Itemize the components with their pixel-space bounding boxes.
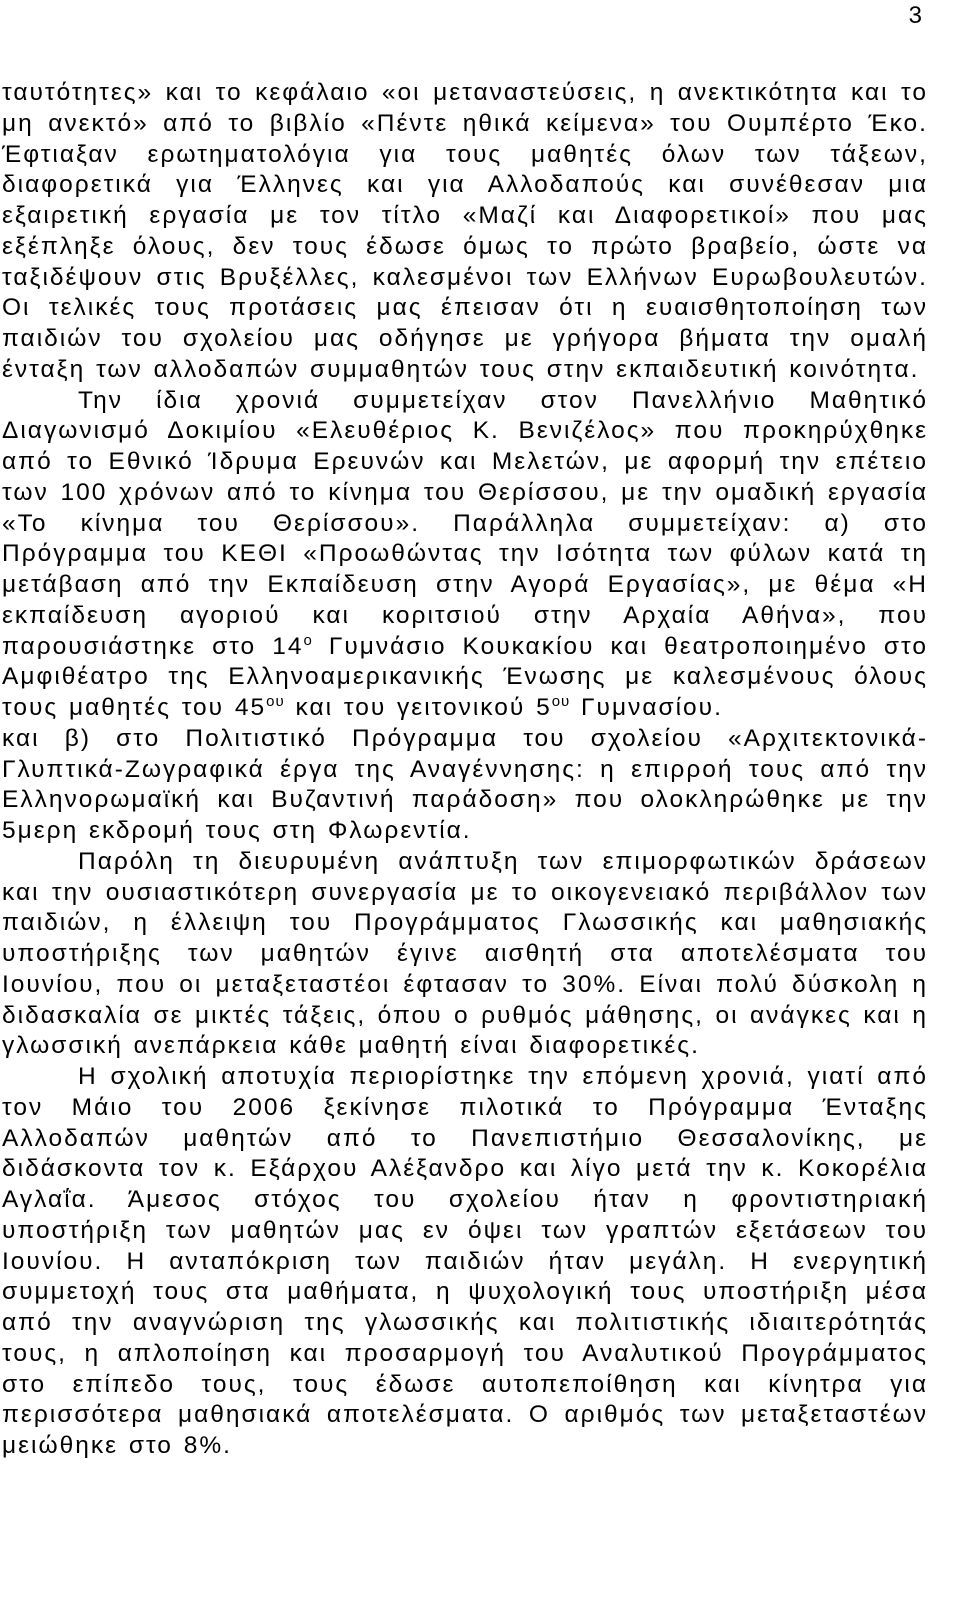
paragraph-text: Η σχολική αποτυχία περιορίστηκε την επόμενη χρονιά, γιατί από τον Μάιο του 2006 ξεκίνησε πιλοτικά το Πρόγραμμα Ένταξης Αλλοδαπών μαθητών από το Πανεπιστήμιο Θεσσαλονίκης, με διδάσκοντα τον κ. Εξάρχου Αλέξανδρο και λίγο μετά την κ. Κοκορέλια Αγλαΐα. Άμεσος στόχος του σχολείου ήταν η φροντιστηριακή υποστήριξη των μαθητών μας εν όψει των γραπτών εξετάσεων του Ιουνίου. Η ανταπόκριση των παιδιών ήταν μεγάλη. Η ενεργητική συμμετοχή τους στα μαθήματα, η ψυχολογική τους υποστήριξη μέσα από την αναγνώριση της γλωσσικής και πολιτιστικής ιδιαιτερότητάς τους, η απλοποίηση και προσαρμογή του Αναλυτικού Προγράμματος στο επίπεδο τους, τους έδωσε αυτοπεποίθηση και κίνητρα για περισσότερα μαθησιακά αποτελέσματα. Ο αριθμός των μεταξεταστέων μειώθηκε στο 8%. <box>2 1063 928 1459</box>
page-number: 3 <box>908 2 922 29</box>
ordinal-superscript: ου <box>551 693 571 710</box>
paragraph-text: Γυμνάσιο Κουκακίου και θεατροποιημένο στο Αμφιθέατρο της Ελληνοαμερικανικής Ένωσης με καλεσμένους όλους τους μαθητές του 45 <box>2 632 928 721</box>
paragraph-text: Την ίδια χρονιά συμμετείχαν στον Πανελλήνιο Μαθητικό Διαγωνισμό Δοκιμίου «Ελευθέριος Κ. Βενιζέλος» που προκηρύχθηκε από το Εθνικό Ίδρυμα Ερευνών και Μελετών, με αφορμή την επέτειο των 100 χρόνων από το κίνημα του Θερίσσου, με την ομαδική εργασία «Το κίνημα του Θερίσσου». Παράλληλα συμμετείχαν: α) στο Πρόγραμμα του ΚΕΘΙ «Προωθώντας την Ισότητα των φύλων κατά τη μετάβαση από την Εκπαίδευση στην Αγορά Εργασίας», με θέμα «Η εκπαίδευση αγοριού και κοριτσιού στην Αρχαία Αθήνα», που παρουσιάστηκε στο 14 <box>2 386 928 660</box>
paragraph-text: και του γειτονικού 5 <box>284 694 552 721</box>
ordinal-superscript: ο <box>303 631 313 649</box>
paragraph-text: Γυμνασίου. <box>570 694 723 721</box>
paragraph <box>2 847 928 1062</box>
paragraph <box>2 386 928 724</box>
paragraph <box>2 78 928 386</box>
paragraph-text: και β) στο Πολιτιστικό Πρόγραμμα του σχολείου «Αρχιτεκτονικά-Γλυπτικά-Ζωγραφικά έργα της Αναγέννησης: η επιρροή τους από την Ελληνορωμαϊκή και Βυζαντινή παράδοση» που ολοκληρώθηκε με την 5μερη εκδρομή τους στη Φλωρεντία. <box>2 724 928 844</box>
paragraph <box>2 724 928 847</box>
paragraph <box>2 1062 928 1462</box>
body-text <box>2 78 928 1462</box>
ordinal-superscript: ου <box>266 693 285 710</box>
paragraph-text: Παρόλη τη διευρυμένη ανάπτυξη των επιμορφωτικών δράσεων και την ουσιαστικότερη συνεργασία με το οικογενειακό περιβάλλον των παιδιών, η έλλειψη του Προγράμματος Γλωσσικής και μαθησιακής υποστήριξης των μαθητών έγινε αισθητή στα αποτελέσματα του Ιουνίου, που οι μεταξεταστέοι έφτασαν το 30%. Είναι πολύ δύσκολη η διδασκαλία σε μικτές τάξεις, όπου ο ρυθμός μάθησης, οι ανάγκες και η γλωσσική ανεπάρκεια κάθε μαθητή είναι διαφορετικές. <box>2 847 928 1060</box>
paragraph-text: ταυτότητες» και το κεφάλαιο «οι μεταναστεύσεις, η ανεκτικότητα και το μη ανεκτό» από το βιβλίο «Πέντε ηθικά κείμενα» του Ουμπέρτο Έκο. Έφτιαξαν ερωτηματολόγια για τους μαθητές όλων των τάξεων, διαφορετικά για Έλληνες και για Αλλοδαπούς και συνέθεσαν μια εξαιρετική εργασία με τον τίτλο «Μαζί και Διαφορετικοί» που μας εξέπληξε όλους, δεν τους έδωσε όμως το πρώτο βραβείο, ώστε να ταξιδέψουν στις Βρυξέλλες, καλεσμένοι των Ελλήνων Ευρωβουλευτών. Οι τελικές τους προτάσεις μας έπεισαν ότι η ευαισθητοποίηση των παιδιών του σχολείου μας οδήγησε με γρήγορα βήματα την ομαλή ένταξη των αλλοδαπών συμμαθητών τους στην εκπαιδευτική κοινότητα. <box>2 79 928 383</box>
